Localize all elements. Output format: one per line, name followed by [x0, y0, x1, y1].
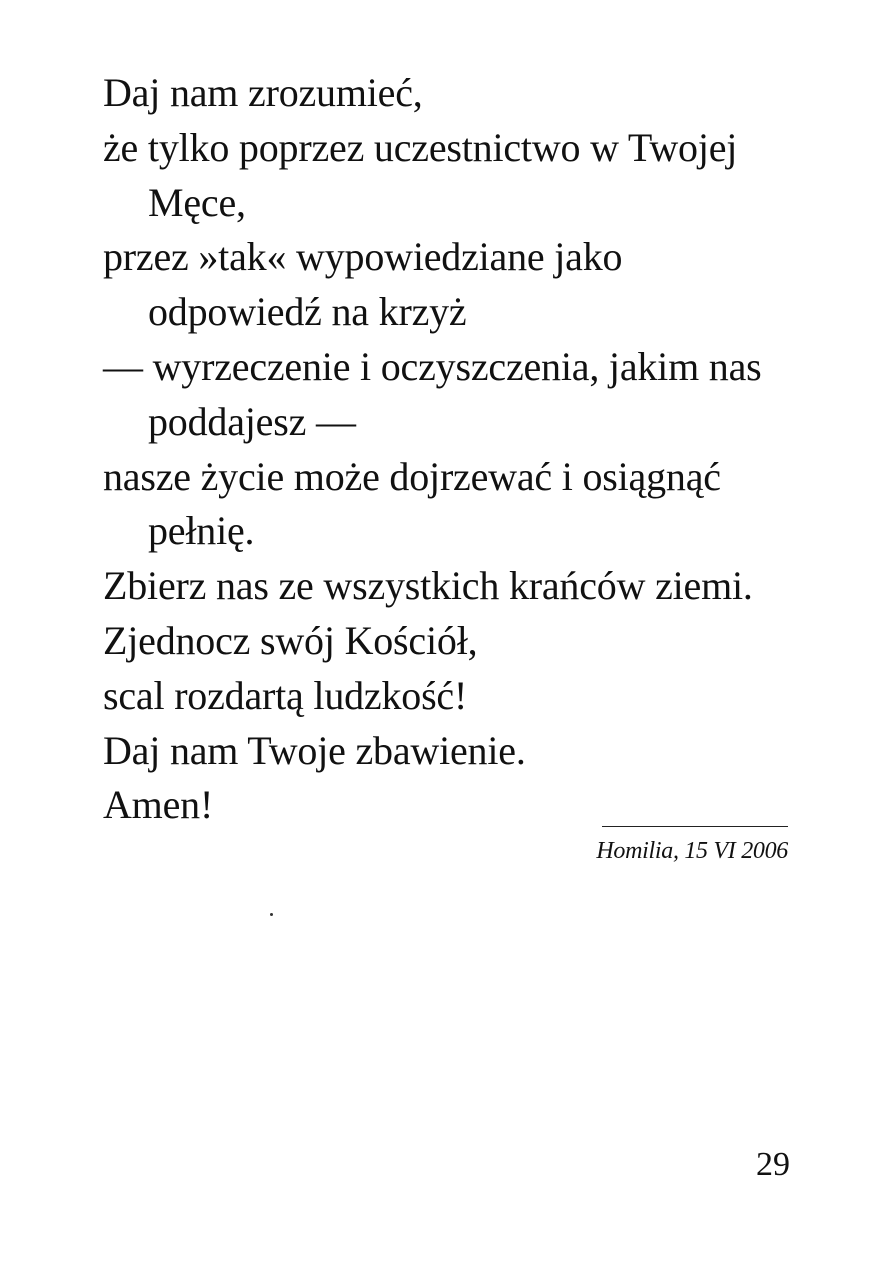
poem-line: — wyrzeczenie i oczyszczenia, jakim nas [103, 343, 762, 389]
poem-line-continuation: pełnię. [148, 508, 255, 554]
poem-line: Daj nam Twoje zbawienie. [103, 727, 526, 773]
poem-line: nasze życie może dojrzewać i osiągnąć [103, 453, 721, 499]
poem-line: Daj nam zrozumieć, [103, 70, 423, 115]
print-speck [270, 913, 273, 916]
page-number: 29 [756, 1146, 790, 1183]
poem-line: Zbierz nas ze wszystkich krańców ziemi. [103, 563, 753, 609]
poem-line: Zjednocz swój Kościół, [103, 617, 478, 663]
prayer-text [103, 66, 803, 833]
poem-line: Amen! [103, 782, 214, 828]
poem-line: scal rozdartą ludzkość! [103, 672, 468, 718]
poem-line: że tylko poprzez uczestnictwo w Twojej [103, 124, 738, 170]
poem-line-continuation: poddajesz — [148, 398, 356, 444]
poem-line-continuation: Męce, [148, 179, 246, 225]
source-divider [602, 826, 788, 827]
source-citation: Homilia, 15 VI 2006 [596, 838, 788, 864]
poem-line-continuation: odpowiedź na krzyż [148, 289, 467, 335]
poem-line: przez »tak« wypowiedziane jako [103, 234, 623, 280]
